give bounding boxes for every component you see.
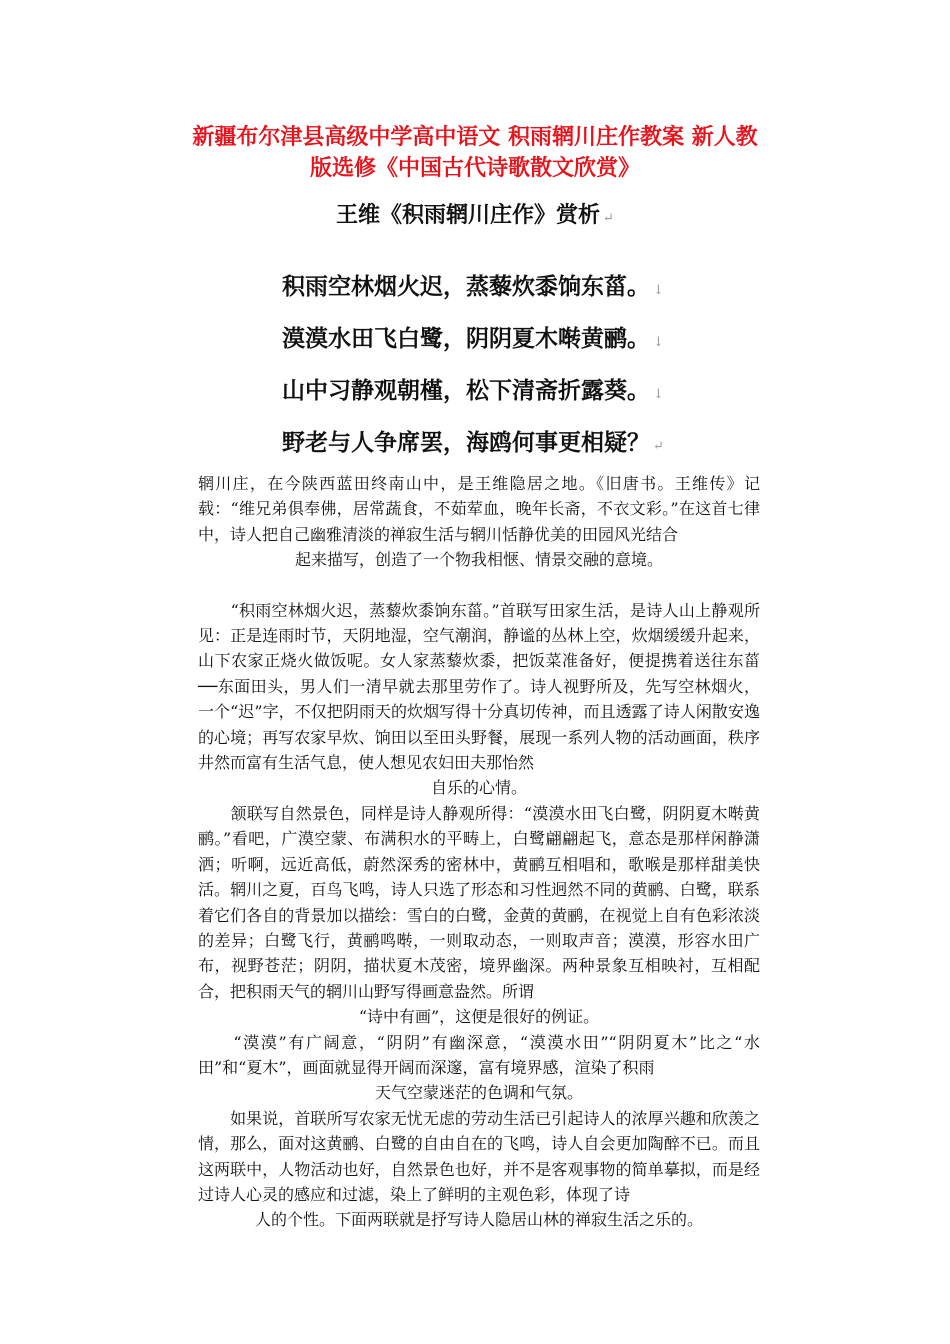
paragraph-mark-icon: ↵ — [653, 439, 664, 454]
page-title: 新疆布尔津县高级中学高中语文 积雨辋川庄作教案 新人教版选修《中国古代诗歌散文欣赏》 — [192, 124, 758, 181]
poem-line-text: 山中习静观朝槿，松下清斋折露葵。 — [282, 377, 650, 404]
article-body — [198, 471, 760, 1233]
paragraph — [198, 801, 760, 1030]
poem-line — [282, 374, 664, 426]
paragraph-last-line: 天气空蒙迷茫的色调和气氛。 — [374, 1083, 583, 1103]
line-break-icon: ↓ — [653, 335, 664, 350]
poem-line — [282, 322, 664, 374]
paragraph-text: 如果说，首联所写农家无忧无虑的劳动生活已引起诗人的浓厚兴趣和欣羡之情，那么，面对这黄鹂、白鹭的自由自在的飞鸣，诗人自会更加陶醉不已。而且这两联中，人物活动也好，自然景色也好，并不是客观事物的简单摹拟，而是经过诗人心灵的感应和过滤，染上了鲜明的主观色彩，体现了诗 — [198, 1108, 760, 1204]
paragraph — [198, 1106, 760, 1233]
paragraph-last-line: 人的个性。下面两联就是抒写诗人隐居山林的禅寂生活之乐的。 — [254, 1210, 703, 1230]
paragraph-last-line: 起来描写，创造了一个物我相惬、情景交融的意境。 — [294, 550, 663, 570]
paragraph-text: 颔联写自然景色，同样是诗人静观所得：“漠漠水田飞白鹭，阴阴夏木啭黄鹂。”看吧，广漠空蒙、布满积水的平畴上，白鹭翩翩起飞，意态是那样闲静潇洒；听啊，远近高低，蔚然深秀的密林中，黄鹂互相唱和，歌喉是那样甜美快活。辋川之夏，百鸟飞鸣，诗人只选了形态和习性迥然不同的黄鹂、白鹭，联系着它们各自的背景加以描绘：雪白的白鹭，金黄的黄鹂，在视觉上自有色彩浓淡的差异；白鹭飞行，黄鹂鸣啭，一则取动态，一则取声音；漠漠，形容水田广布，视野苍茫；阴阴，描状夏木茂密，境界幽深。两种景象互相映衬，互相配合，把积雨天气的辋川山野写得画意盎然。所谓 — [198, 803, 760, 1001]
line-break-icon: ↓ — [653, 283, 664, 298]
line-break-icon: ↓ — [653, 387, 664, 402]
paragraph-last-line: “诗中有画”，这便是很好的例证。 — [358, 1007, 600, 1027]
poem — [282, 270, 664, 478]
paragraph — [198, 471, 760, 573]
paragraph-last-line: 自乐的心情。 — [430, 778, 527, 798]
paragraph-text: 辋川庄，在今陕西蓝田终南山中，是王维隐居之地。《旧唐书。王维传》记载：“维兄弟俱奉佛，居常蔬食，不茹荤血，晚年长斋，不衣文彩。”在这首七律中，诗人把自己幽雅清淡的禅寂生活与辋川恬静优美的田园风光结合 — [198, 474, 760, 544]
paragraph — [198, 1030, 760, 1106]
poem-line-text: 漠漠水田飞白鹭，阴阴夏木啭黄鹂。 — [282, 325, 650, 352]
poem-line-text: 积雨空林烟火迟，蒸藜炊黍饷东菑。 — [282, 273, 650, 300]
paragraph — [198, 598, 760, 801]
paragraph-mark-icon: ↵ — [603, 211, 614, 226]
article-heading — [0, 200, 950, 234]
paragraph-text: “积雨空林烟火迟，蒸藜炊黍饷东菑。”首联写田家生活，是诗人山上静观所见：正是连雨时节，天阴地湿，空气潮润，静谧的丛林上空，炊烟缓缓升起来，山下农家正烧火做饭呢。女人家蒸藜炊黍，把饭菜准备好，便提携着送往东菑──东面田头，男人们一清早就去那里劳作了。诗人视野所及，先写空林烟火，一个“迟”字，不仅把阴雨天的炊烟写得十分真切传神，而且透露了诗人闲散安逸的心境；再写农家早炊、饷田以至田头野餐，展现一系列人物的活动画面，秩序井然而富有生活气息，使人想见农妇田夫那怡然 — [198, 600, 760, 773]
poem-line-text: 野老与人争席罢，海鸥何事更相疑？ — [282, 429, 650, 456]
poem-line — [282, 270, 664, 322]
paragraph-text: “漠漠”有广阔意，“阴阴”有幽深意，“漠漠水田”“阴阴夏木”比之“水田”和“夏木”，画面就显得开阔而深邃，富有境界感，渲染了积雨 — [198, 1032, 760, 1077]
article-heading-text: 王维《积雨辋川庄作》赏析 — [336, 202, 601, 228]
